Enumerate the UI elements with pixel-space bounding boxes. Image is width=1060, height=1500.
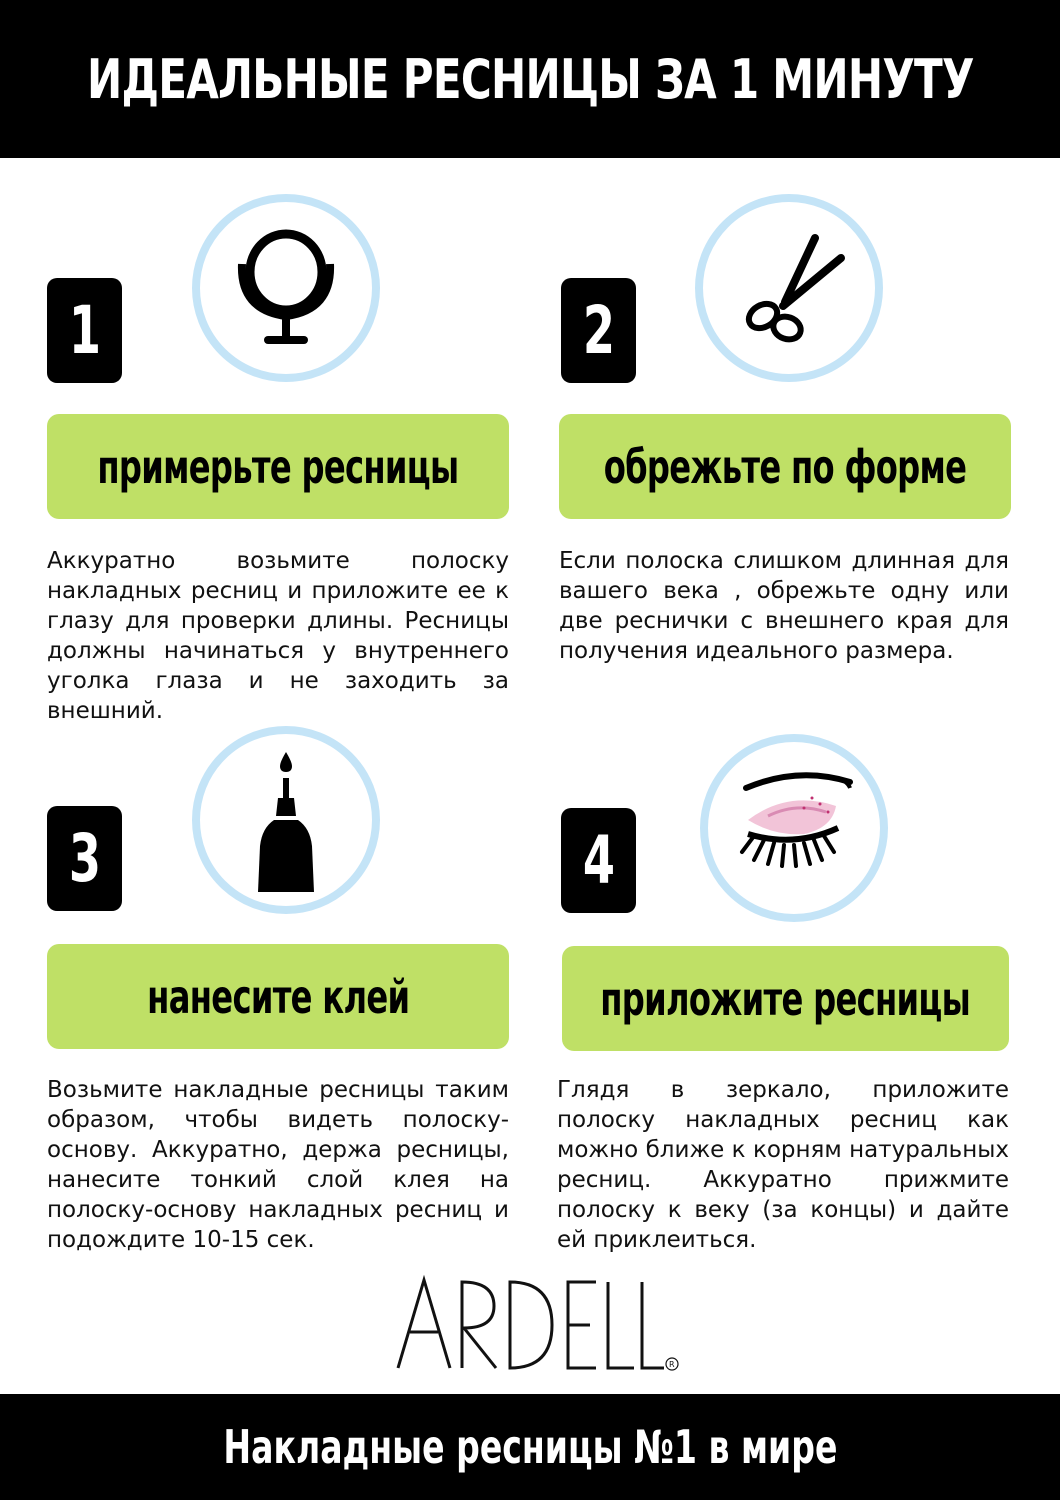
svg-text:R: R: [669, 1360, 675, 1369]
scissors-icon: [703, 202, 875, 374]
step-3-description: Возьмите накладные ресницы таким образом, чтобы видеть полоску-основу. Аккуратно, держа ресницы, нанесите тонкий слой клея на полоску-основу накладных ресниц и подождите 10-15 сек.: [47, 1077, 509, 1253]
footer-slogan: Накладные ресницы №1 в мире: [222, 1420, 837, 1474]
eye-lashes-icon: [708, 742, 880, 914]
step-1-icon-ring: [192, 194, 380, 382]
step-3-label: нанесите клей: [47, 944, 509, 1049]
step-3-icon-ring: [192, 726, 380, 914]
ardell-logo: [390, 1268, 680, 1378]
step-1-description: Аккуратно возьмите полоску накладных ресниц и приложите ее к глазу для проверки длины. Ресницы должны начинаться у внутреннего уголка глаза и не заходить за внешний.: [47, 548, 509, 724]
step-4-description: Глядя в зеркало, приложите полоску накладных ресниц как можно ближе к корням натуральных ресниц. Аккуратно прижмите полоску к веку (за концы) и дайте ей приклеиться.: [557, 1077, 1009, 1253]
header-bar: [0, 0, 1060, 158]
page-title: ИДЕАЛЬНЫЕ РЕСНИЦЫ ЗА 1 МИНУТУ: [86, 47, 974, 111]
step-3-number: 3: [47, 806, 122, 911]
mirror-icon: [200, 202, 372, 374]
step-4-icon-ring: [700, 734, 888, 922]
step-4-label: приложите ресницы: [562, 946, 1009, 1051]
step-2-label: обрежьте по форме: [559, 414, 1011, 519]
step-4-number: 4: [561, 808, 636, 913]
glue-bottle-icon: [200, 734, 372, 906]
step-2-icon-ring: [695, 194, 883, 382]
step-1-label: примерьте ресницы: [47, 414, 509, 519]
step-2-description: Если полоска слишком длинная для вашего века , обрежьте одну или две реснички с внешнего края для получения идеального размера.: [559, 548, 1009, 664]
step-2-number: 2: [561, 278, 636, 383]
footer-bar: [0, 1394, 1060, 1500]
step-1-number: 1: [47, 278, 122, 383]
